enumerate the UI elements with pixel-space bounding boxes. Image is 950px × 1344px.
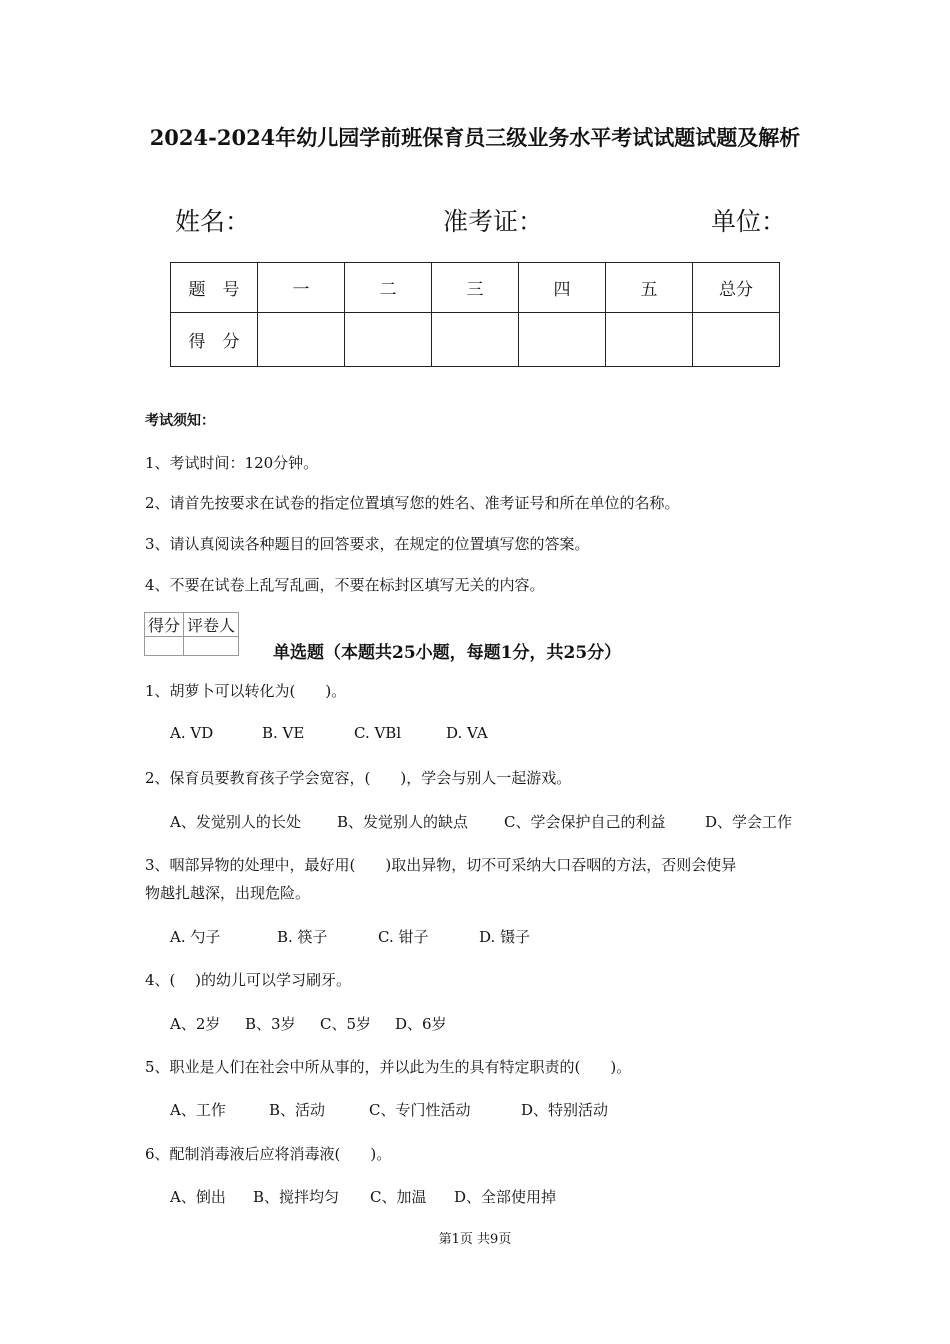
grader-box-score-cell[interactable] (145, 637, 184, 656)
option[interactable]: D、特别活动 (521, 1101, 609, 1119)
notice-item: 2、请首先按要求在试卷的指定位置填写您的姓名、准考证号和所在单位的名称。 (145, 494, 680, 512)
option[interactable]: C、5岁 (320, 1015, 372, 1033)
page-number: 第1页 共9页 (438, 1232, 512, 1247)
question-options (170, 926, 530, 947)
score-table (170, 262, 780, 367)
question-options (170, 811, 792, 832)
option[interactable]: D. 镊子 (479, 928, 531, 946)
name-field-label: 姓名： (175, 207, 251, 236)
question-text: 2、保育员要教育孩子学会宽容，( )，学会与别人一起游戏。 (145, 769, 572, 787)
option[interactable]: B. VE (262, 724, 305, 742)
option[interactable]: D、全部使用掉 (454, 1188, 557, 1206)
notice-item: 3、请认真阅读各种题目的回答要求，在规定的位置填写您的答案。 (145, 535, 590, 553)
grader-box (144, 612, 239, 656)
option[interactable]: B、搅拌均匀 (253, 1188, 340, 1206)
option[interactable]: C. VBl (354, 724, 402, 742)
question-text: 5、职业是人们在社会中所从事的，并以此为生的具有特定职责的( )。 (145, 1058, 632, 1076)
option[interactable]: A、工作 (170, 1101, 226, 1119)
question-options (170, 1099, 608, 1120)
option[interactable]: C、专门性活动 (369, 1101, 471, 1119)
option[interactable]: C、学会保护自己的利益 (504, 813, 666, 831)
question-options (170, 1186, 556, 1207)
info-fields (175, 202, 785, 238)
option[interactable]: C、加温 (370, 1188, 427, 1206)
question-text-continued: 物越扎越深，出现危险。 (145, 884, 311, 902)
score-table-score-row (171, 313, 780, 367)
question-text: 3、咽部异物的处理中，最好用( )取出异物，切不可采纳大口吞咽的方法，否则会使异 (145, 856, 737, 874)
score-table-cell[interactable] (519, 313, 606, 367)
score-table-cell: 四 (519, 263, 606, 313)
notice-heading: 考试须知： (145, 413, 215, 429)
score-table-cell: 题 号 (171, 263, 258, 313)
option[interactable]: B、3岁 (245, 1015, 296, 1033)
grader-box-grader-label: 评卷人 (184, 613, 239, 637)
option[interactable]: C. 钳子 (378, 928, 429, 946)
score-table-cell[interactable] (258, 313, 345, 367)
option[interactable]: B. 筷子 (277, 928, 328, 946)
section-title: 单选题（本题共25小题，每题1分，共25分） (273, 643, 622, 663)
score-table-cell: 得 分 (171, 313, 258, 367)
unit-field-label: 单位： (711, 207, 787, 236)
option[interactable]: A. 勺子 (170, 928, 221, 946)
option[interactable]: A、发觉别人的长处 (170, 813, 301, 831)
score-table-cell: 五 (606, 263, 693, 313)
question-options (170, 724, 488, 742)
score-table-cell[interactable] (432, 313, 519, 367)
option[interactable]: D. VA (446, 724, 488, 742)
grader-box-score-label: 得分 (145, 613, 184, 637)
option[interactable]: B、发觉别人的缺点 (337, 813, 469, 831)
score-table-cell[interactable] (606, 313, 693, 367)
page-title: 2024-2024年幼儿园学前班保育员三级业务水平考试试题试题及解析 (149, 125, 801, 150)
notice-item: 1、考试时间：120分钟。 (145, 454, 319, 472)
question-text: 4、( )的幼儿可以学习刷牙。 (145, 971, 352, 989)
exam-number-field-label: 准考证： (443, 207, 544, 236)
question-options (170, 1013, 447, 1034)
notice-item: 4、不要在试卷上乱写乱画，不要在标封区填写无关的内容。 (145, 576, 545, 594)
option[interactable]: A、2岁 (170, 1015, 221, 1033)
option[interactable]: A、倒出 (170, 1188, 226, 1206)
score-table-cell[interactable] (693, 313, 780, 367)
option[interactable]: A. VD (170, 724, 214, 742)
option[interactable]: D、学会工作 (705, 813, 793, 831)
question-text: 6、配制消毒液后应将消毒液( )。 (145, 1145, 392, 1163)
score-table-cell: 总分 (693, 263, 780, 313)
question-text: 1、胡萝卜可以转化为( )。 (145, 682, 347, 700)
score-table-cell: 一 (258, 263, 345, 313)
grader-box-grader-cell[interactable] (184, 637, 239, 656)
score-table-header-row (171, 263, 780, 313)
score-table-cell: 三 (432, 263, 519, 313)
score-table-cell: 二 (345, 263, 432, 313)
option[interactable]: D、6岁 (395, 1015, 447, 1033)
score-table-cell[interactable] (345, 313, 432, 367)
option[interactable]: B、活动 (269, 1101, 326, 1119)
